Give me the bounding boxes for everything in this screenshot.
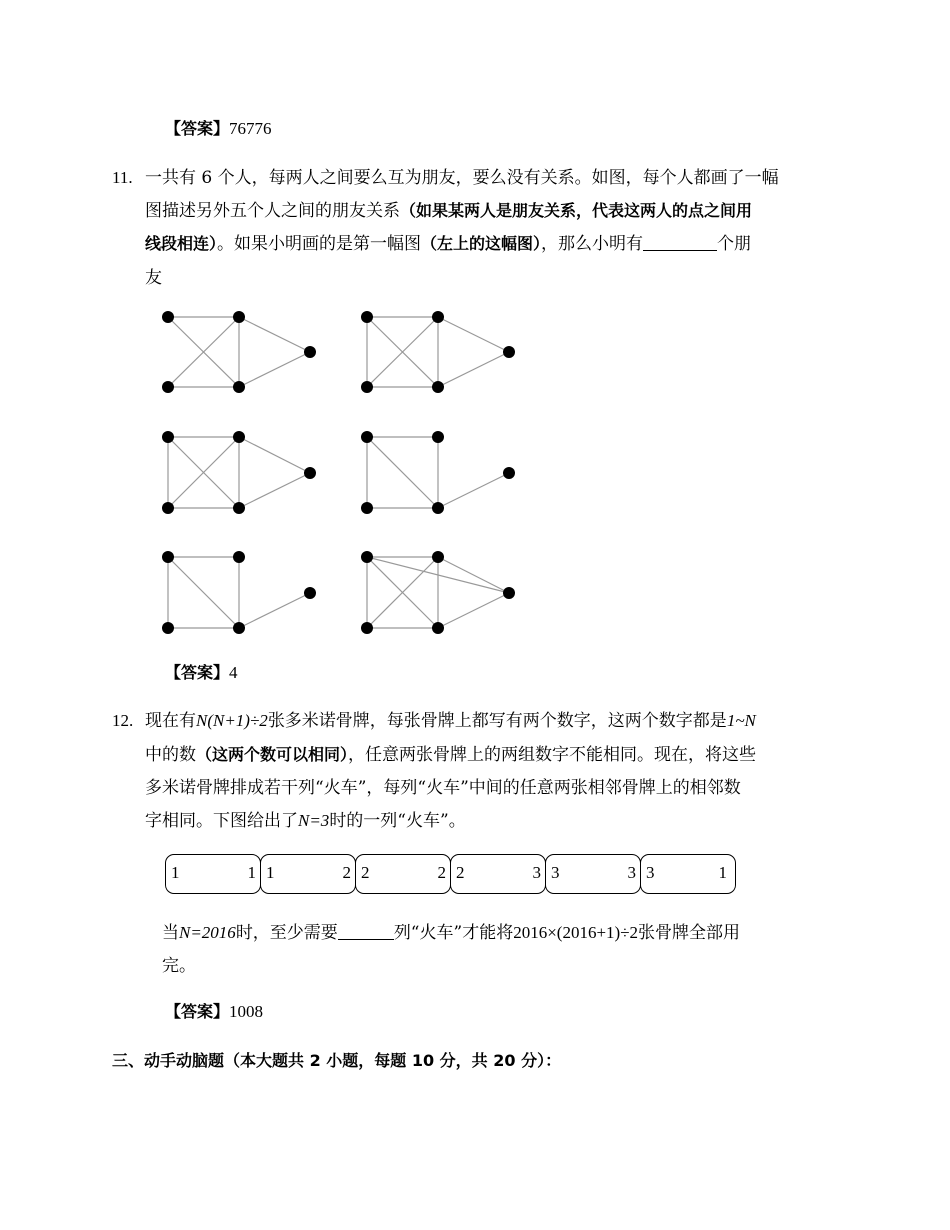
q12-formula: N=3 bbox=[298, 811, 330, 830]
graph-4 bbox=[367, 437, 509, 508]
domino bbox=[355, 854, 451, 894]
graph-1 bbox=[168, 317, 310, 387]
question-11-line-1: 一共有 6 个人，每两人之间要么互为朋友，要么没有关系。如图，每个人都画了一幅 bbox=[145, 168, 779, 188]
question-12-number: 12. bbox=[112, 711, 134, 730]
domino-left-value: 2 bbox=[456, 863, 465, 882]
domino bbox=[260, 854, 356, 894]
question-12-sub-line-2: 完。 bbox=[162, 956, 196, 976]
question-12-line-4 bbox=[145, 809, 466, 833]
question-11-line-4: 友 bbox=[145, 268, 162, 288]
domino-left-value: 3 bbox=[551, 863, 560, 882]
domino-right-value: 1 bbox=[718, 863, 727, 882]
section-3-title: 三、动手动脑题（本大题共 2 小题，每题 10 分，共 20 分）： bbox=[112, 1051, 562, 1070]
q11-bold-text: （左上的这幅图） bbox=[421, 234, 542, 253]
domino-right-value: 2 bbox=[437, 863, 446, 882]
q12-formula: N=2016 bbox=[179, 923, 236, 942]
domino-left-value: 1 bbox=[171, 863, 180, 882]
domino-right-value: 1 bbox=[247, 863, 256, 882]
q12-text: 张骨牌全部用 bbox=[638, 923, 741, 943]
answer-12 bbox=[165, 1000, 263, 1024]
domino bbox=[165, 854, 261, 894]
graph-3 bbox=[168, 437, 310, 508]
q11-text: 个朋 bbox=[717, 234, 752, 254]
q11-bold-text: 线段相连） bbox=[145, 234, 218, 253]
q11-text: 图描述另外五个人之间的朋友关系 bbox=[145, 201, 400, 221]
answer-value: 1008 bbox=[229, 1002, 264, 1021]
answer-11 bbox=[165, 661, 238, 685]
q12-text: 张多米诺骨牌，每张骨牌上都写有两个数字，这两个数字都是 bbox=[267, 711, 727, 731]
answer-value: 4 bbox=[229, 663, 238, 682]
answer-label: 【答案】 bbox=[165, 119, 230, 138]
answer-value: 76776 bbox=[229, 119, 272, 138]
q12-text: 当 bbox=[162, 923, 179, 943]
q12-bold-text: （这两个数可以相同） bbox=[196, 745, 349, 764]
question-12-line-1 bbox=[145, 709, 756, 733]
q11-text: ，那么小明有 bbox=[541, 234, 644, 254]
q12-text: 时，至少需要 bbox=[235, 923, 338, 943]
answer-label: 【答案】 bbox=[165, 1002, 230, 1021]
question-12-line-3: 多米诺骨牌排成若干列“火车”，每列“火车”中间的任意两张相邻骨牌上的相邻数 bbox=[145, 778, 741, 798]
q12-text: 时的一列“火车”。 bbox=[329, 811, 466, 831]
question-12-sub-line-1 bbox=[162, 921, 740, 945]
q12-text: 中的数 bbox=[145, 745, 196, 765]
domino-train bbox=[165, 854, 735, 894]
q12-text: 列“火车”才能将 bbox=[393, 923, 514, 943]
answer-label: 【答案】 bbox=[165, 663, 230, 682]
domino bbox=[450, 854, 546, 894]
question-12-line-2 bbox=[145, 743, 756, 767]
q11-text: 。如果小明画的是第一幅图 bbox=[217, 234, 422, 254]
domino bbox=[640, 854, 736, 894]
q12-formula: N(N+1)÷2 bbox=[196, 711, 268, 730]
q12-text: ，任意两张骨牌上的两组数字不能相同。现在，将这些 bbox=[348, 745, 757, 765]
domino bbox=[545, 854, 641, 894]
domino-left-value: 2 bbox=[361, 863, 370, 882]
q12-formula: 2016×(2016+1)÷2 bbox=[513, 923, 639, 942]
domino-right-value: 2 bbox=[342, 863, 351, 882]
graph-2 bbox=[367, 317, 509, 387]
question-11-number: 11. bbox=[112, 168, 133, 187]
answer-blank bbox=[338, 921, 394, 940]
q12-text: 现在有 bbox=[145, 711, 196, 731]
graph-5 bbox=[168, 557, 310, 628]
domino-right-value: 3 bbox=[532, 863, 541, 882]
q12-text: 字相同。下图给出了 bbox=[145, 811, 298, 831]
q12-range: 1~N bbox=[726, 711, 756, 730]
graph-6 bbox=[367, 557, 509, 628]
q11-bold-text: （如果某两人是朋友关系，代表这两人的点之间用 bbox=[400, 201, 753, 220]
domino-left-value: 1 bbox=[266, 863, 275, 882]
domino-right-value: 3 bbox=[627, 863, 636, 882]
domino-left-value: 3 bbox=[646, 863, 655, 882]
